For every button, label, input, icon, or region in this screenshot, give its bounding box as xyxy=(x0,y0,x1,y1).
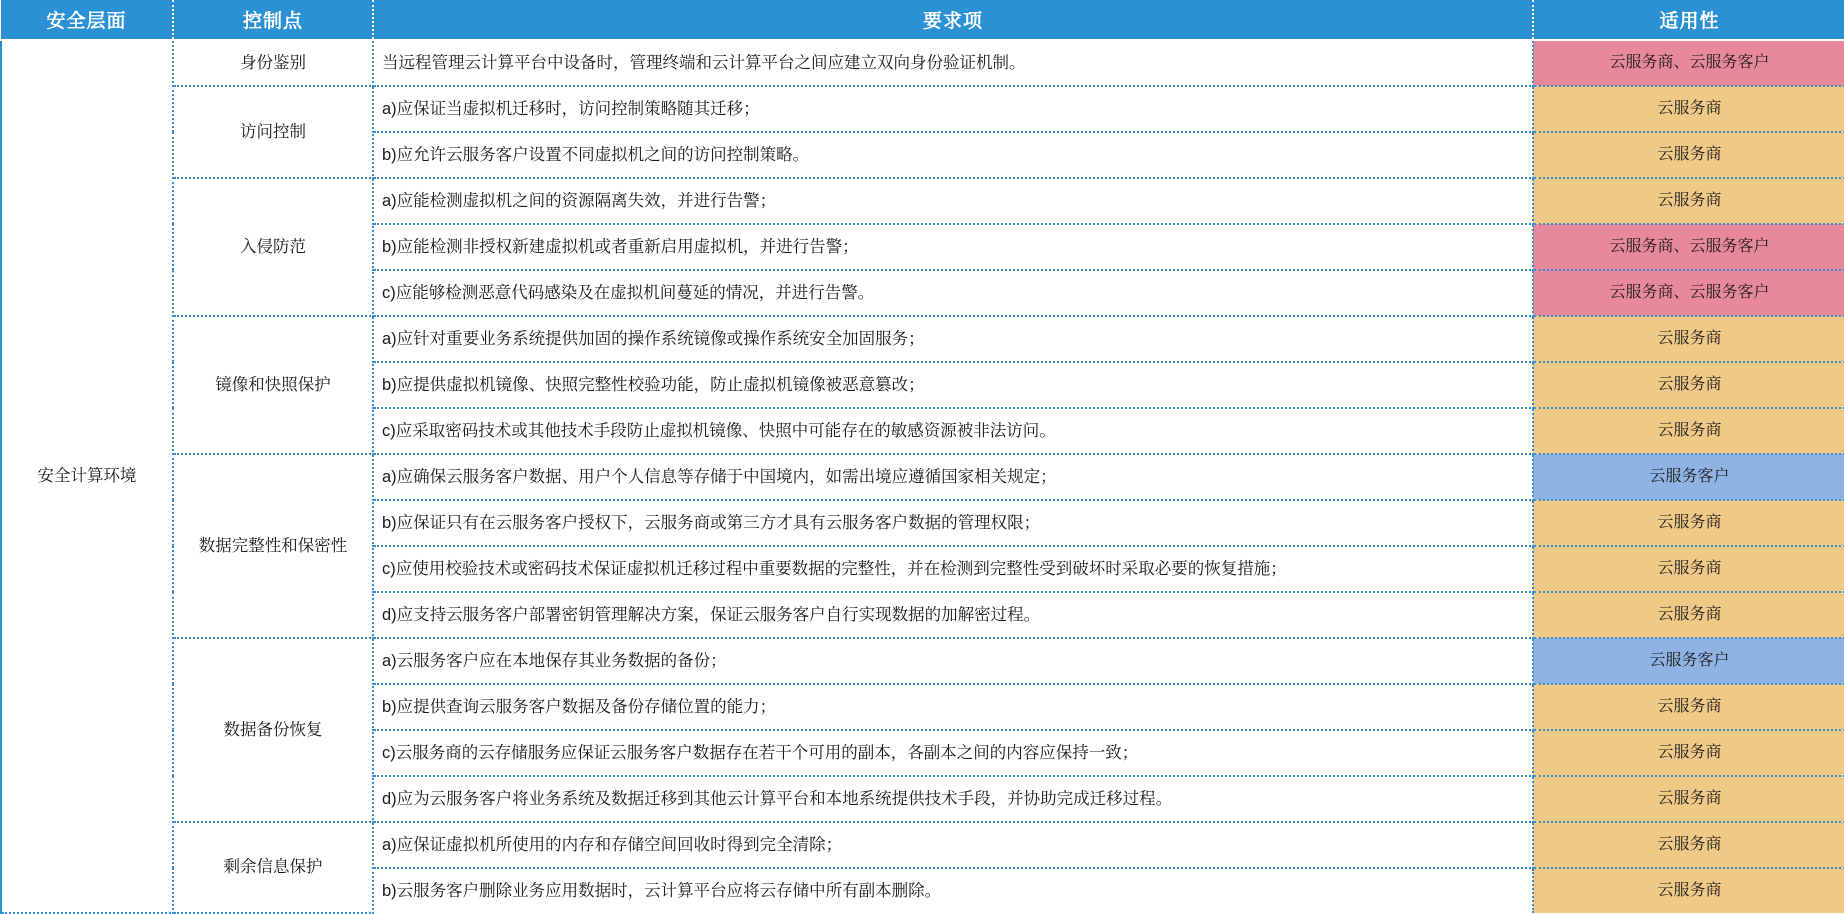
requirement-cell: d)应支持云服务客户部署密钥管理解决方案，保证云服务客户自行实现数据的加解密过程。 xyxy=(373,592,1533,638)
requirement-cell: a)云服务客户应在本地保存其业务数据的备份； xyxy=(373,638,1533,684)
control-point-cell: 数据完整性和保密性 xyxy=(173,454,373,638)
requirement-cell: c)应采取密码技术或其他技术手段防止虚拟机镜像、快照中可能存在的敏感资源被非法访问。 xyxy=(373,408,1533,454)
requirement-cell: a)应保证虚拟机所使用的内存和存储空间回收时得到完全清除； xyxy=(373,822,1533,868)
table-row xyxy=(1,40,1844,86)
requirement-cell: d)应为云服务客户将业务系统及数据迁移到其他云计算平台和本地系统提供技术手段，并协助完成迁移过程。 xyxy=(373,776,1533,822)
applicability-cell: 云服务商 xyxy=(1533,500,1844,546)
column-header-requirement: 要求项 xyxy=(373,0,1533,40)
applicability-cell: 云服务商 xyxy=(1533,776,1844,822)
requirement-cell: b)应允许云服务客户设置不同虚拟机之间的访问控制策略。 xyxy=(373,132,1533,178)
applicability-cell: 云服务商 xyxy=(1533,822,1844,868)
requirement-cell: c)应使用校验技术或密码技术保证虚拟机迁移过程中重要数据的完整性，并在检测到完整性受到破坏时采取必要的恢复措施； xyxy=(373,546,1533,592)
column-header-applicability: 适用性 xyxy=(1533,0,1844,40)
table-body xyxy=(1,40,1844,913)
table-row xyxy=(1,178,1844,224)
requirement-cell: b)应提供虚拟机镜像、快照完整性校验功能，防止虚拟机镜像被恶意篡改； xyxy=(373,362,1533,408)
control-point-cell: 数据备份恢复 xyxy=(173,638,373,822)
requirement-cell: b)应提供查询云服务客户数据及备份存储位置的能力； xyxy=(373,684,1533,730)
control-point-cell: 剩余信息保护 xyxy=(173,822,373,913)
requirement-cell: b)应保证只有在云服务客户授权下，云服务商或第三方才具有云服务客户数据的管理权限； xyxy=(373,500,1533,546)
control-point-cell: 镜像和快照保护 xyxy=(173,316,373,454)
applicability-cell: 云服务商 xyxy=(1533,730,1844,776)
requirement-cell: b)云服务客户删除业务应用数据时，云计算平台应将云存储中所有副本删除。 xyxy=(373,868,1533,913)
requirement-cell: 当远程管理云计算平台中设备时，管理终端和云计算平台之间应建立双向身份验证机制。 xyxy=(373,40,1533,86)
table-row xyxy=(1,316,1844,362)
applicability-cell: 云服务商、云服务客户 xyxy=(1533,270,1844,316)
applicability-cell: 云服务客户 xyxy=(1533,454,1844,500)
applicability-cell: 云服务商 xyxy=(1533,684,1844,730)
security-layer-cell: 安全计算环境 xyxy=(1,40,173,913)
requirement-cell: c)云服务商的云存储服务应保证云服务客户数据存在若干个可用的副本，各副本之间的内容应保持一致； xyxy=(373,730,1533,776)
applicability-cell: 云服务商 xyxy=(1533,546,1844,592)
control-point-cell: 访问控制 xyxy=(173,86,373,178)
table-row xyxy=(1,638,1844,684)
applicability-cell: 云服务商 xyxy=(1533,868,1844,913)
requirement-cell: a)应保证当虚拟机迁移时，访问控制策略随其迁移； xyxy=(373,86,1533,132)
requirement-cell: a)应能检测虚拟机之间的资源隔离失效，并进行告警； xyxy=(373,178,1533,224)
requirement-cell: a)应确保云服务客户数据、用户个人信息等存储于中国境内，如需出境应遵循国家相关规定； xyxy=(373,454,1533,500)
applicability-cell: 云服务商、云服务客户 xyxy=(1533,40,1844,86)
control-point-cell: 身份鉴别 xyxy=(173,40,373,86)
applicability-cell: 云服务商 xyxy=(1533,592,1844,638)
table-row xyxy=(1,822,1844,868)
requirement-cell: a)应针对重要业务系统提供加固的操作系统镜像或操作系统安全加固服务； xyxy=(373,316,1533,362)
control-point-cell: 入侵防范 xyxy=(173,178,373,316)
requirement-cell: c)应能够检测恶意代码感染及在虚拟机间蔓延的情况，并进行告警。 xyxy=(373,270,1533,316)
applicability-cell: 云服务商 xyxy=(1533,362,1844,408)
applicability-cell: 云服务商 xyxy=(1533,132,1844,178)
applicability-cell: 云服务商 xyxy=(1533,316,1844,362)
applicability-cell: 云服务商、云服务客户 xyxy=(1533,224,1844,270)
applicability-cell: 云服务客户 xyxy=(1533,638,1844,684)
applicability-cell: 云服务商 xyxy=(1533,408,1844,454)
requirement-cell: b)应能检测非授权新建虚拟机或者重新启用虚拟机，并进行告警； xyxy=(373,224,1533,270)
applicability-cell: 云服务商 xyxy=(1533,178,1844,224)
column-header-security-layer: 安全层面 xyxy=(1,0,173,40)
applicability-cell: 云服务商 xyxy=(1533,86,1844,132)
table-header xyxy=(1,0,1844,40)
column-header-control-point: 控制点 xyxy=(173,0,373,40)
table-header-row xyxy=(1,0,1844,40)
table-row xyxy=(1,86,1844,132)
table-row xyxy=(1,454,1844,500)
